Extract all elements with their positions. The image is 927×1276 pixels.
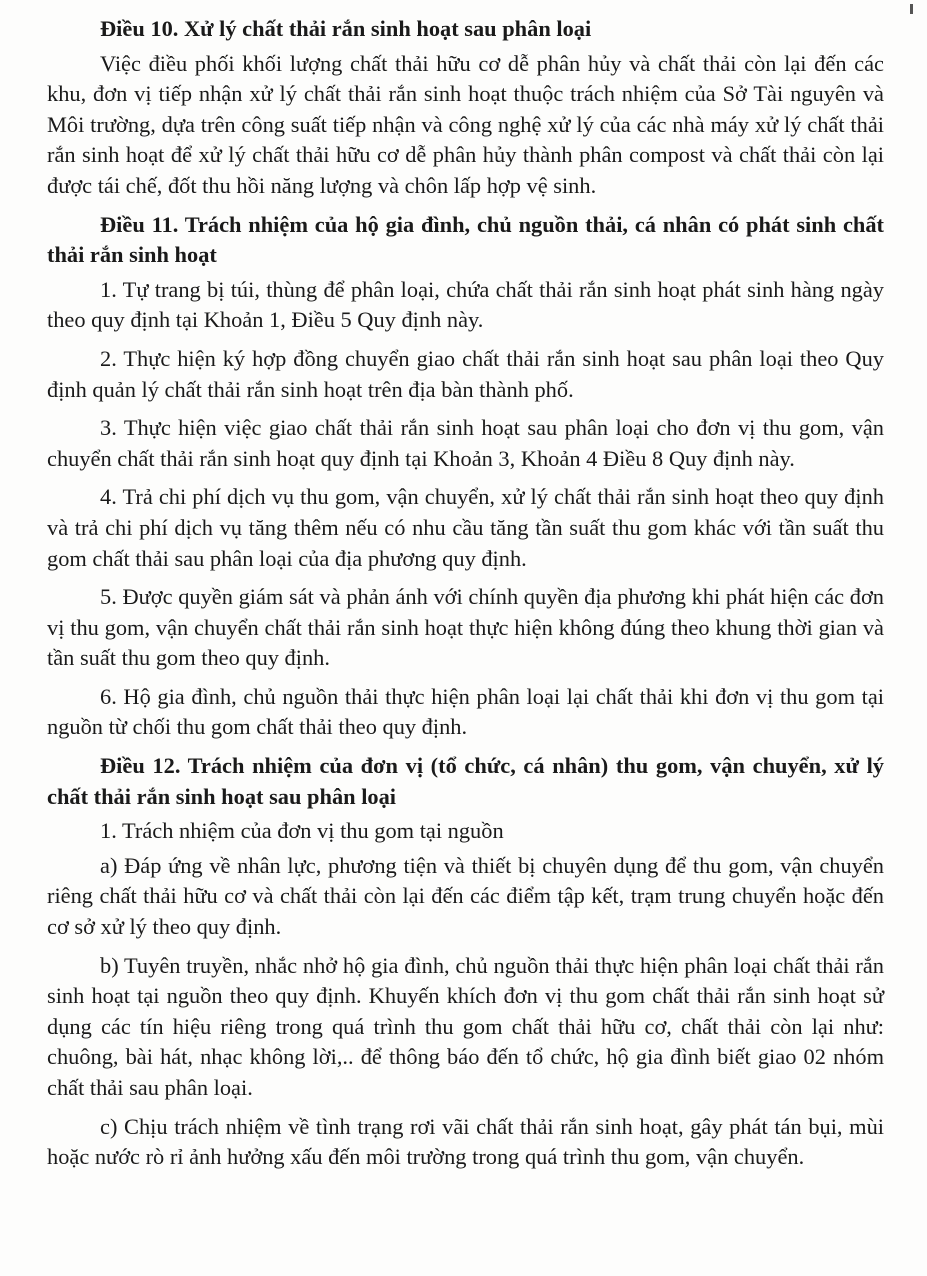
- article-12-item-c: c) Chịu trách nhiệm về tình trạng rơi vãi chất thải rắn sinh hoạt, gây phát tán bụi, mùi hoặc nước rò rỉ ảnh hưởng xấu đến môi trường trong quá trình thu gom, vận chuyển.: [47, 1113, 884, 1170]
- document-body: [47, 14, 884, 1181]
- article-10-body: Việc điều phối khối lượng chất thải hữu cơ dễ phân hủy và chất thải còn lại đến các khu, đơn vị tiếp nhận xử lý chất thải rắn sinh hoạt thuộc trách nhiệm của Sở Tài nguyên và Môi trường, dựa trên công suất tiếp nhận và công nghệ xử lý của các nhà máy xử lý chất thải rắn sinh hoạt để xử lý chất thải hữu cơ dễ phân hủy thành phân compost và chất thải còn lại được tái chế, đốt thu hồi năng lượng và chôn lấp hợp vệ sinh.: [47, 50, 884, 198]
- article-12-item-a: a) Đáp ứng về nhân lực, phương tiện và thiết bị chuyên dụng để thu gom, vận chuyển riêng chất thải hữu cơ và chất thải còn lại đến các điểm tập kết, trạm trung chuyển hoặc đến cơ sở xử lý theo quy định.: [47, 852, 884, 940]
- article-11-item-5: 5. Được quyền giám sát và phản ánh với chính quyền địa phương khi phát hiện các đơn vị thu gom, vận chuyển chất thải rắn sinh hoạt thực hiện không đúng theo khung thời gian và tần suất thu gom theo quy định.: [47, 584, 884, 671]
- article-11-item-1: 1. Tự trang bị túi, thùng để phân loại, chứa chất thải rắn sinh hoạt phát sinh hàng ngày theo quy định tại Khoản 1, Điều 5 Quy định này.: [47, 276, 884, 333]
- article-11-title: Điều 11. Trách nhiệm của hộ gia đình, chủ nguồn thải, cá nhân có phát sinh chất thải rắn sinh hoạt: [47, 211, 884, 268]
- article-11-item-2: 2. Thực hiện ký hợp đồng chuyển giao chất thải rắn sinh hoạt sau phân loại theo Quy định quản lý chất thải rắn sinh hoạt trên địa bàn thành phố.: [47, 345, 884, 402]
- article-10-title: Điều 10. Xử lý chất thải rắn sinh hoạt sau phân loại: [100, 16, 592, 41]
- article-11-item-4: 4. Trả chi phí dịch vụ thu gom, vận chuyển, xử lý chất thải rắn sinh hoạt theo quy định và trả chi phí dịch vụ tăng thêm nếu có nhu cầu tăng tần suất thu gom khác với tần suất thu gom chất thải sau phân loại của địa phương quy định.: [47, 484, 884, 571]
- article-12-section-1: 1. Trách nhiệm của đơn vị thu gom tại nguồn: [100, 818, 504, 844]
- article-12-item-b: b) Tuyên truyền, nhắc nhở hộ gia đình, chủ nguồn thải thực hiện phân loại chất thải rắn sinh hoạt tại nguồn theo quy định. Khuyến khích đơn vị thu gom chất thải rắn sinh hoạt sử dụng các tín hiệu riêng trong quá trình thu gom chất thải hữu cơ, chất thải còn lại như: chuông, bài hát, nhạc không lời,.. để thông báo đến tổ chức, hộ gia đình biết giao 02 nhóm chất thải sau phân loại.: [47, 952, 884, 1100]
- page-edge-mark: [910, 4, 913, 14]
- article-11-item-6: 6. Hộ gia đình, chủ nguồn thải thực hiện phân loại lại chất thải khi đơn vị thu gom tại nguồn từ chối thu gom chất thải theo quy định.: [47, 683, 884, 740]
- article-11-item-3: 3. Thực hiện việc giao chất thải rắn sinh hoạt sau phân loại cho đơn vị thu gom, vận chuyển chất thải rắn sinh hoạt quy định tại Khoản 3, Khoản 4 Điều 8 Quy định này.: [47, 415, 884, 471]
- article-12-title: Điều 12. Trách nhiệm của đơn vị (tổ chức, cá nhân) thu gom, vận chuyển, xử lý chất thải rắn sinh hoạt sau phân loại: [47, 753, 884, 809]
